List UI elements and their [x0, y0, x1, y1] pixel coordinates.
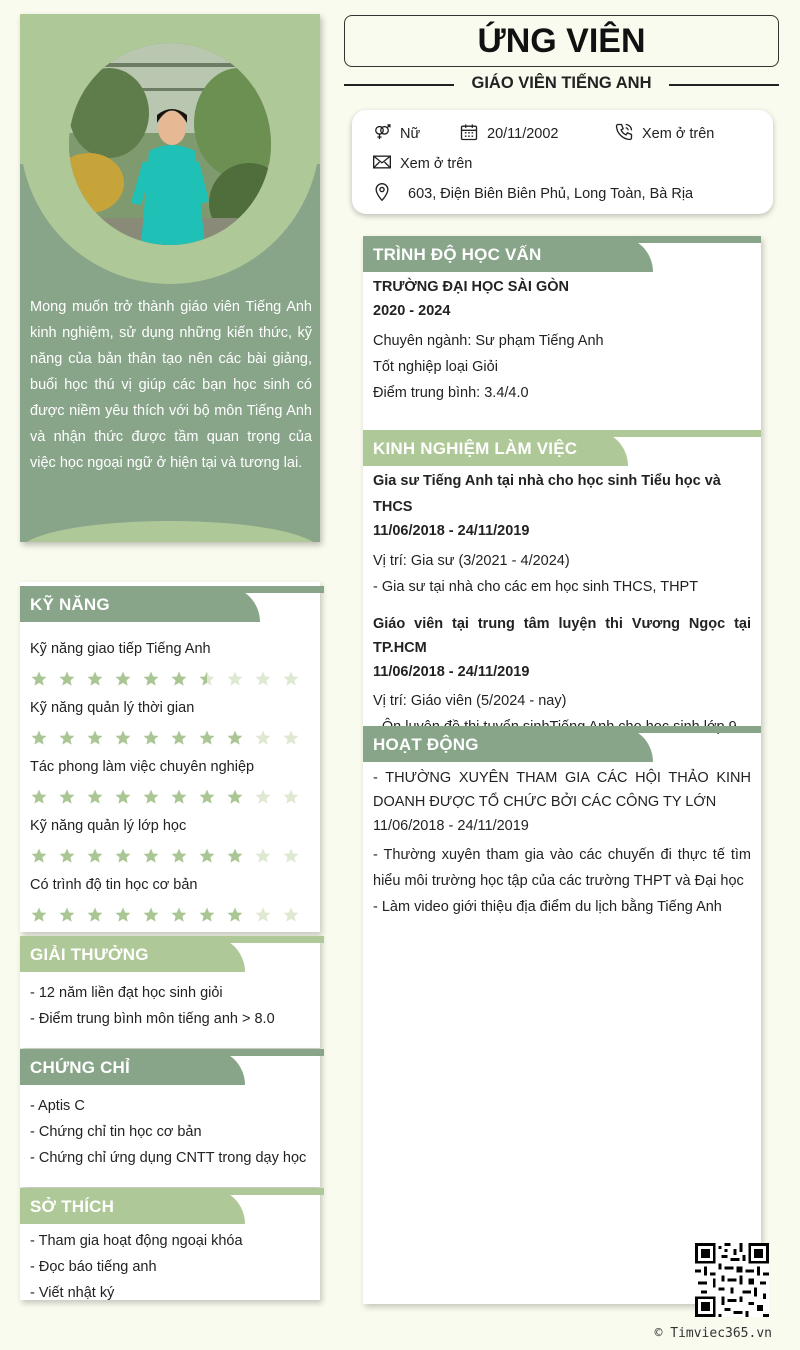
star-icon [282, 669, 310, 689]
skill-item [30, 697, 310, 752]
star-icon [114, 669, 142, 689]
star-icon [86, 905, 114, 925]
profile-footer-shape [20, 521, 320, 542]
star-icon [254, 905, 282, 925]
experience-section [363, 430, 761, 726]
star-icon [170, 787, 198, 807]
job-detail: - Gia sư tại nhà cho các em học sinh THCS, THPT [373, 579, 699, 595]
list-item: - Đọc báo tiếng anh [30, 1259, 157, 1275]
star-icon [86, 669, 114, 689]
star-icon [30, 728, 58, 748]
job-company: Giáo viên tại trung tâm luyện thi Vương Ngọc tại TP.HCM [373, 616, 751, 656]
email-value: Xem ở trên [400, 156, 473, 172]
star-icon [142, 846, 170, 866]
skill-rating [30, 724, 310, 752]
job-position-title: GIÁO VIÊN TIẾNG ANH [460, 74, 664, 92]
star-icon [282, 728, 310, 748]
skill-item [30, 756, 310, 811]
skill-name: Kỹ năng quản lý thời gian [30, 700, 195, 716]
awards-header [20, 936, 324, 972]
star-icon [30, 669, 58, 689]
star-icon [170, 728, 198, 748]
skills-title: KỸ NĂNG [30, 595, 110, 614]
skill-name: Tác phong làm việc chuyên nghiệp [30, 759, 255, 775]
star-icon [254, 846, 282, 866]
education-section [363, 236, 761, 430]
footer-copyright: © Timviec365.vn [654, 1326, 772, 1341]
experience-title: KINH NGHIỆM LÀM VIỆC [373, 439, 578, 458]
phone-value: Xem ở trên [642, 126, 715, 142]
activities-title: HOẠT ĐỘNG [373, 735, 479, 754]
star-icon [170, 846, 198, 866]
job-role: Vị trí: Gia sư (3/2021 - 4/2024) [373, 553, 570, 569]
list-item: - 12 năm liền đạt học sinh giỏi [30, 985, 223, 1001]
email-item [372, 152, 472, 176]
education-gpa: Điểm trung bình: 3.4/4.0 [373, 385, 529, 401]
job-company: Gia sư Tiếng Anh tại nhà cho học sinh Tiểu học và THCS [373, 473, 721, 515]
skills-list [20, 622, 320, 935]
job-period: 11/06/2018 - 24/11/2019 [373, 523, 530, 539]
activity-item: - Làm video giới thiệu địa điểm du lịch bằng Tiếng Anh [373, 899, 722, 915]
experience-body [363, 466, 761, 726]
awards-section [20, 936, 320, 1048]
main-content [363, 236, 761, 1304]
star-icon [226, 787, 254, 807]
star-icon [198, 905, 226, 925]
education-header [363, 236, 761, 272]
location-pin-icon [372, 182, 392, 206]
list-item: - Chứng chỉ tin học cơ bản [30, 1124, 202, 1140]
candidate-name: ỨNG VIÊN [344, 15, 779, 67]
job-position [344, 72, 779, 98]
activity-item: - Thường xuyên tham gia vào các chuyến đi thực tế tìm hiểu môi trường học tập của các trường THPT và Đại học [373, 847, 751, 889]
certificates-section [20, 1049, 320, 1187]
hobbies-list [20, 1224, 320, 1312]
star-icon [30, 905, 58, 925]
skill-rating [30, 665, 310, 693]
birthday-item [459, 122, 559, 146]
education-title: TRÌNH ĐỘ HỌC VẤN [373, 245, 542, 264]
awards-list [20, 972, 320, 1038]
activity-period: 11/06/2018 - 24/11/2019 [373, 818, 529, 834]
star-icon [58, 846, 86, 866]
list-item: - Tham gia hoạt động ngoại khóa [30, 1233, 243, 1249]
skills-header [20, 586, 324, 622]
star-icon [226, 905, 254, 925]
activities-section [363, 726, 761, 926]
gender-icon [372, 122, 392, 146]
star-icon [58, 669, 86, 689]
hobbies-title: SỞ THÍCH [30, 1197, 115, 1216]
star-icon [86, 728, 114, 748]
star-icon [114, 846, 142, 866]
star-icon [282, 846, 310, 866]
skills-section [20, 582, 320, 932]
star-icon [30, 846, 58, 866]
star-icon [198, 787, 226, 807]
certificates-header [20, 1049, 324, 1085]
star-icon [114, 905, 142, 925]
skill-name: Kỹ năng quản lý lớp học [30, 818, 187, 834]
star-icon [86, 846, 114, 866]
star-icon [282, 787, 310, 807]
star-icon [254, 728, 282, 748]
skill-rating [30, 901, 310, 929]
star-icon [86, 787, 114, 807]
hobbies-header [20, 1188, 324, 1224]
star-icon [170, 905, 198, 925]
star-icon [254, 669, 282, 689]
skill-item [30, 815, 310, 870]
profile-header-shape [20, 14, 320, 294]
activity-org: - THƯỜNG XUYÊN THAM GIA CÁC HỘI THẢO KINH DOANH ĐƯỢC TỔ CHỨC BỞI CÁC CÔNG TY LỚN [373, 770, 751, 810]
calendar-icon [459, 122, 479, 146]
certificates-list [20, 1085, 320, 1177]
list-item: - Điểm trung bình môn tiếng anh > 8.0 [30, 1011, 275, 1027]
skill-name: Có trình độ tin học cơ bản [30, 877, 198, 893]
star-icon [142, 787, 170, 807]
star-icon [142, 905, 170, 925]
activities-header [363, 726, 761, 762]
address-item [372, 182, 693, 206]
phone-item [614, 122, 714, 146]
gender-value: Nữ [400, 126, 421, 142]
star-icon [142, 669, 170, 689]
job-role: Vị trí: Giáo viên (5/2024 - nay) [373, 693, 567, 709]
star-icon [282, 905, 310, 925]
star-icon [114, 787, 142, 807]
star-icon [198, 846, 226, 866]
career-summary: Mong muốn trở thành giáo viên Tiếng Anh kinh nghiệm, sử dụng những kiến thức, kỹ năng của bản thân tạo nên các bài giảng, buổi học thú vị giúp các bạn học sinh có được niềm yêu thích với bộ môn Tiếng Anh và nhận thức được tầm quan trọng của việc học ngoại ngữ ở hiện tại và tương lai. [30, 299, 312, 471]
awards-title: GIẢI THƯỞNG [30, 945, 149, 964]
list-item: - Viết nhật ký [30, 1285, 115, 1301]
profile-card [20, 14, 320, 542]
skill-item [30, 874, 310, 929]
certificates-title: CHỨNG CHỈ [30, 1058, 130, 1077]
list-item: - Chứng chỉ ứng dụng CNTT trong dạy học [30, 1150, 307, 1166]
education-period: 2020 - 2024 [373, 303, 451, 319]
skill-name: Kỹ năng giao tiếp Tiếng Anh [30, 641, 211, 657]
star-icon [226, 846, 254, 866]
contact-info [352, 110, 773, 214]
mail-icon [372, 152, 392, 176]
address-value: 603, Điện Biên Biên Phủ, Long Toàn, Bà Rịa [408, 186, 694, 202]
star-icon [30, 787, 58, 807]
star-icon [198, 728, 226, 748]
education-grade: Tốt nghiệp loại Giỏi [373, 359, 498, 375]
star-icon [114, 728, 142, 748]
star-icon [254, 787, 282, 807]
skill-item [30, 638, 310, 693]
job-period: 11/06/2018 - 24/11/2019 [373, 664, 530, 680]
skill-rating [30, 842, 310, 870]
star-icon [170, 669, 198, 689]
hobbies-section [20, 1188, 320, 1300]
star-icon [58, 905, 86, 925]
phone-icon [614, 122, 634, 146]
avatar [69, 43, 271, 245]
star-icon [226, 728, 254, 748]
qr-code [695, 1243, 769, 1317]
star-icon [58, 787, 86, 807]
experience-header [363, 430, 761, 466]
education-body [363, 272, 761, 430]
activities-body [363, 762, 761, 926]
star-icon [58, 728, 86, 748]
skill-rating [30, 783, 310, 811]
education-major: Chuyên ngành: Sư phạm Tiếng Anh [373, 333, 604, 349]
star-icon [198, 669, 226, 689]
gender-item [372, 122, 420, 146]
school-name: TRƯỜNG ĐẠI HỌC SÀI GÒN [373, 279, 569, 295]
star-icon [142, 728, 170, 748]
birthday-value: 20/11/2002 [487, 126, 559, 142]
list-item: - Aptis C [30, 1098, 85, 1114]
star-icon [226, 669, 254, 689]
